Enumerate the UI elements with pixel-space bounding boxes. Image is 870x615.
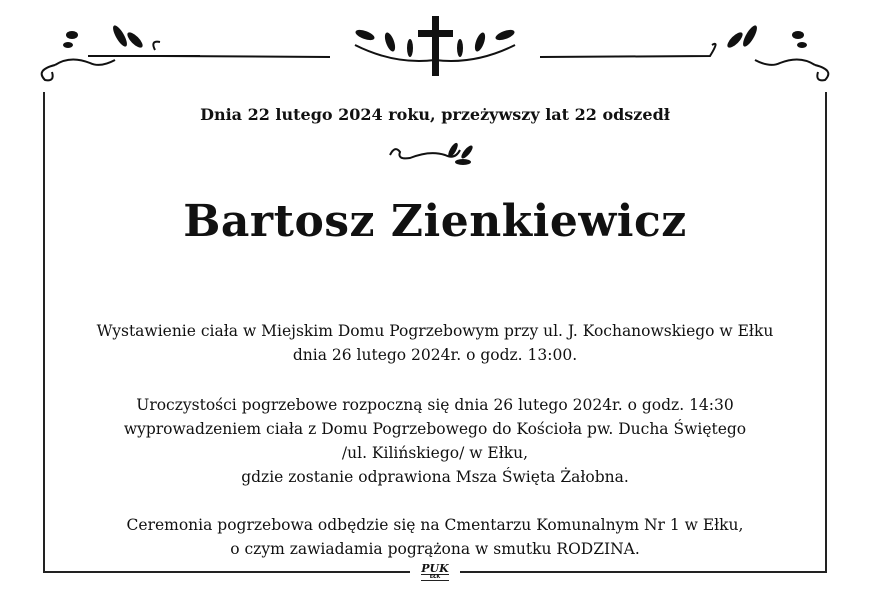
text-line: Wystawienie ciała w Miejskim Domu Pogrzebowym przy ul. J. Kochanowskiego w Ełku <box>96 322 774 340</box>
ceremony-paragraph <box>0 393 870 489</box>
top-ornament <box>0 0 870 92</box>
burial-paragraph <box>0 513 870 561</box>
logo-subtitle: EŁK <box>421 574 449 581</box>
logo-title: PUK <box>421 562 449 575</box>
text-line: Ceremonia pogrzebowa odbędzie się na Cmentarzu Komunalnym Nr 1 w Ełku, <box>126 516 744 534</box>
text-line: o czym zawiadamia pogrążona w smutku RODZINA. <box>230 540 640 558</box>
puk-logo <box>415 563 455 581</box>
text-line: dnia 26 lutego 2024r. o godz. 13:00. <box>292 346 578 364</box>
text-line: Uroczystości pogrzebowe rozpoczną się dnia 26 lutego 2024r. o godz. 14:30 <box>136 396 734 414</box>
text-line: wyprowadzeniem ciała z Domu Pogrzebowego do Kościoła pw. Ducha Świętego <box>123 420 747 438</box>
text-line: gdzie zostanie odprawiona Msza Święta Żałobna. <box>241 468 629 486</box>
bottom-border-right <box>460 571 827 573</box>
death-date-heading: Dnia 22 lutego 2024 roku, przeżywszy lat 22 odszedł <box>200 105 670 124</box>
flourish-divider-icon <box>385 140 485 170</box>
viewing-paragraph <box>0 319 870 367</box>
bottom-border-left <box>43 571 410 573</box>
deceased-name: Bartosz Zienkiewicz <box>183 196 687 247</box>
text-line: /ul. Kilińskiego/ w Ełku, <box>341 444 529 462</box>
